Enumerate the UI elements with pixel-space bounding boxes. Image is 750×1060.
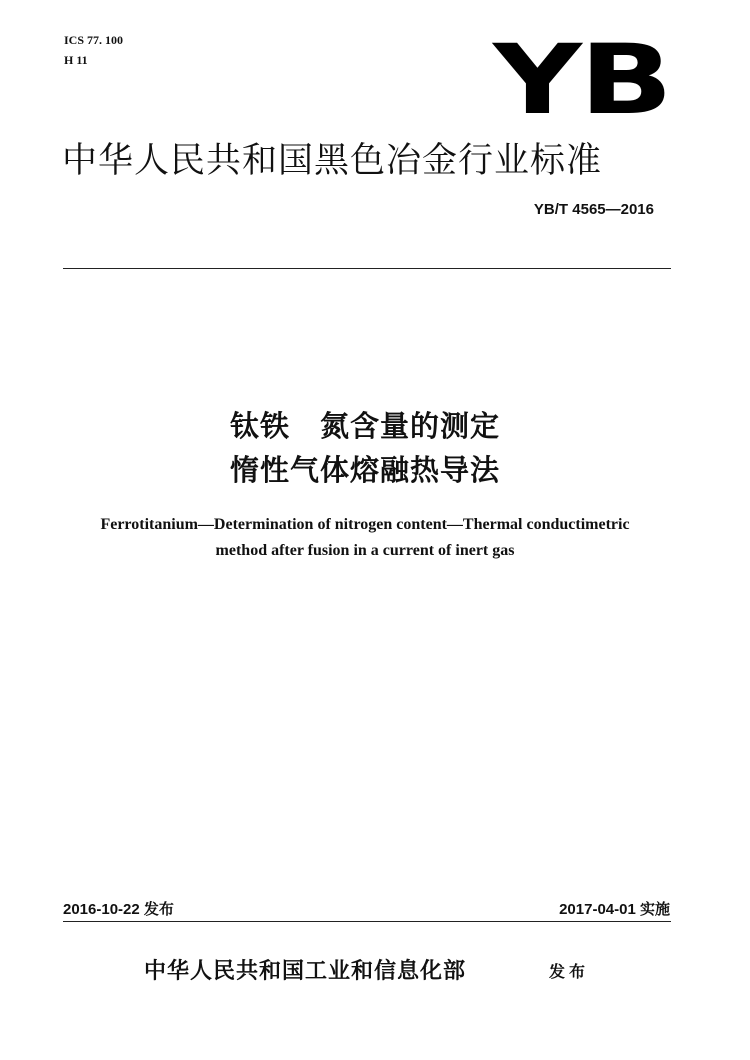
- cn-title-line2: 惰性气体熔融热导法: [229, 453, 500, 487]
- release-label: 发布: [143, 900, 174, 918]
- ccs-code: H 11: [64, 53, 88, 67]
- issuing-authority: 中华人民共和国工业和信息化部: [144, 959, 467, 984]
- en-title-line1: Ferrotitanium—Determination of nitrogen content—Thermal conductimetric: [100, 516, 630, 533]
- ics-code: ICS 77. 100: [64, 33, 124, 47]
- cn-title-line1: 钛铁 氮含量的测定: [229, 409, 500, 443]
- issued-label: 发布: [549, 962, 590, 981]
- standard-code: YB/T 4565—2016: [533, 201, 654, 218]
- en-title-line2: method after fusion in a current of inert gas: [215, 542, 515, 559]
- standard-category: 中华人民共和国黑色冶金行业标准: [62, 141, 603, 181]
- footer-divider: [63, 921, 671, 922]
- release-date-block: [63, 898, 174, 919]
- yb-logo: YB: [493, 24, 671, 136]
- classification-codes: [64, 30, 123, 70]
- implement-date: 2017-04-01: [559, 901, 636, 918]
- release-date: 2016-10-22: [63, 901, 140, 918]
- implement-label: 实施: [639, 900, 670, 918]
- header-divider: [63, 268, 671, 269]
- implement-date-block: [559, 898, 670, 919]
